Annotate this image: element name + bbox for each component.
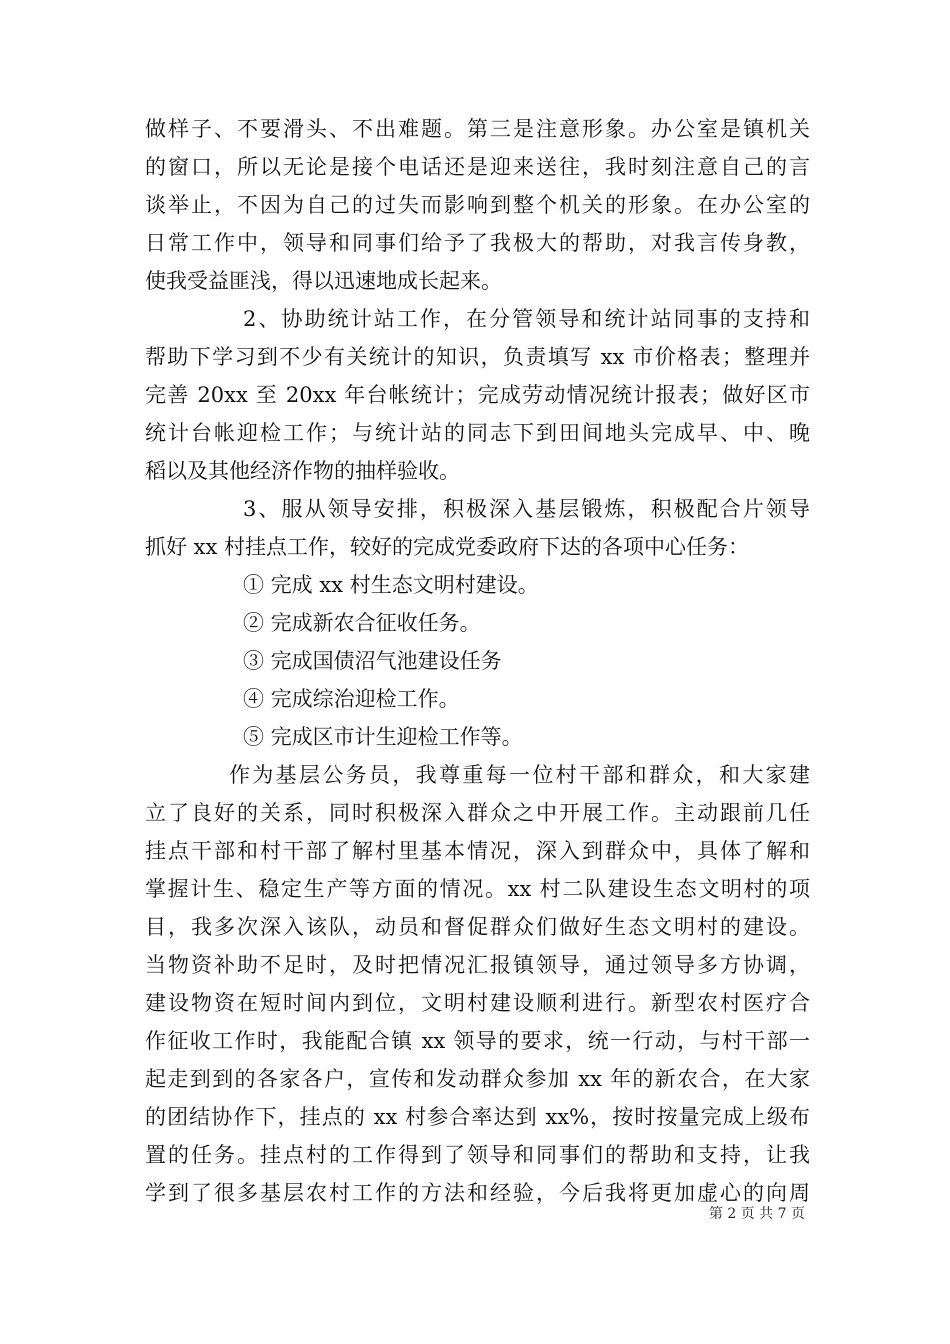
body-text xyxy=(145,110,810,1212)
paragraph-start-line: 3、服从领导安排，积极深入基层锻炼，积极配合片领导 xyxy=(243,497,810,521)
paragraph-start-line: 作为基层公务员，我尊重每一位村干部和群众，和大家建 xyxy=(229,763,810,787)
text-line: 的团结协作下，挂点的 xx 村参合率达到 xx%，按时按量完成上级布 xyxy=(145,1105,810,1129)
list-item: ④ 完成综治迎检工作。 xyxy=(243,687,460,711)
text-line: 的窗口，所以无论是接个电话还是迎来送往，我时刻注意自己的言 xyxy=(145,155,810,179)
paragraph-start-line: 2、协助统计站工作，在分管领导和统计站同事的支持和 xyxy=(243,307,810,331)
list-item: ① 完成 xx 村生态文明村建设。 xyxy=(243,573,539,597)
list-item: ⑤ 完成区市计生迎检工作等。 xyxy=(243,725,523,749)
text-line: 抓好 xx 村挂点工作，较好的完成党委政府下达的各项中心任务： xyxy=(145,535,750,559)
list-item: ③ 完成国债沼气池建设任务 xyxy=(243,649,502,673)
text-line: 帮助下学习到不少有关统计的知识，负责填写 xx 市价格表；整理并 xyxy=(145,345,810,369)
text-line: 建设物资在短时间内到位，文明村建设顺利进行。新型农村医疗合 xyxy=(145,991,810,1015)
text-line: 置的任务。挂点村的工作得到了领导和同事们的帮助和支持，让我 xyxy=(145,1143,810,1167)
text-line: 作征收工作时，我能配合镇 xx 领导的要求，统一行动，与村干部一 xyxy=(145,1029,810,1053)
text-line: 学到了很多基层农村工作的方法和经验，今后我将更加虚心的向周 xyxy=(145,1181,810,1205)
text-line: 立了良好的关系，同时积极深入群众之中开展工作。主动跟前几任 xyxy=(145,801,810,825)
text-line: 统计台帐迎检工作；与统计站的同志下到田间地头完成早、中、晚 xyxy=(145,421,810,445)
text-line: 使我受益匪浅，得以迅速地成长起来。 xyxy=(145,269,502,293)
text-line: 起走到到的各家各户，宣传和发动群众参加 xx 年的新农合，在大家 xyxy=(145,1067,810,1091)
text-line: 掌握计生、稳定生产等方面的情况。xx 村二队建设生态文明村的项 xyxy=(145,877,810,901)
text-line: 谈举止，不因为自己的过失而影响到整个机关的形象。在办公室的 xyxy=(145,193,810,217)
text-line: 目，我多次深入该队，动员和督促群众们做好生态文明村的建设。 xyxy=(145,915,810,939)
text-line: 稻以及其他经济作物的抽样验收。 xyxy=(145,459,460,483)
text-line: 日常工作中，领导和同事们给予了我极大的帮助，对我言传身教， xyxy=(145,231,810,255)
page-number: 第 2 页 共 7 页 xyxy=(708,1206,805,1222)
text-line: 完善 20xx 至 20xx 年台帐统计；完成劳动情况统计报表；做好区市 xyxy=(145,383,810,407)
text-line: 当物资补助不足时，及时把情况汇报镇领导，通过领导多方协调， xyxy=(145,953,810,977)
text-line: 做样子、不要滑头、不出难题。第三是注意形象。办公室是镇机关 xyxy=(145,117,810,141)
text-line: 挂点干部和村干部了解村里基本情况，深入到群众中，具体了解和 xyxy=(145,839,810,863)
list-item: ② 完成新农合征收任务。 xyxy=(243,611,481,635)
